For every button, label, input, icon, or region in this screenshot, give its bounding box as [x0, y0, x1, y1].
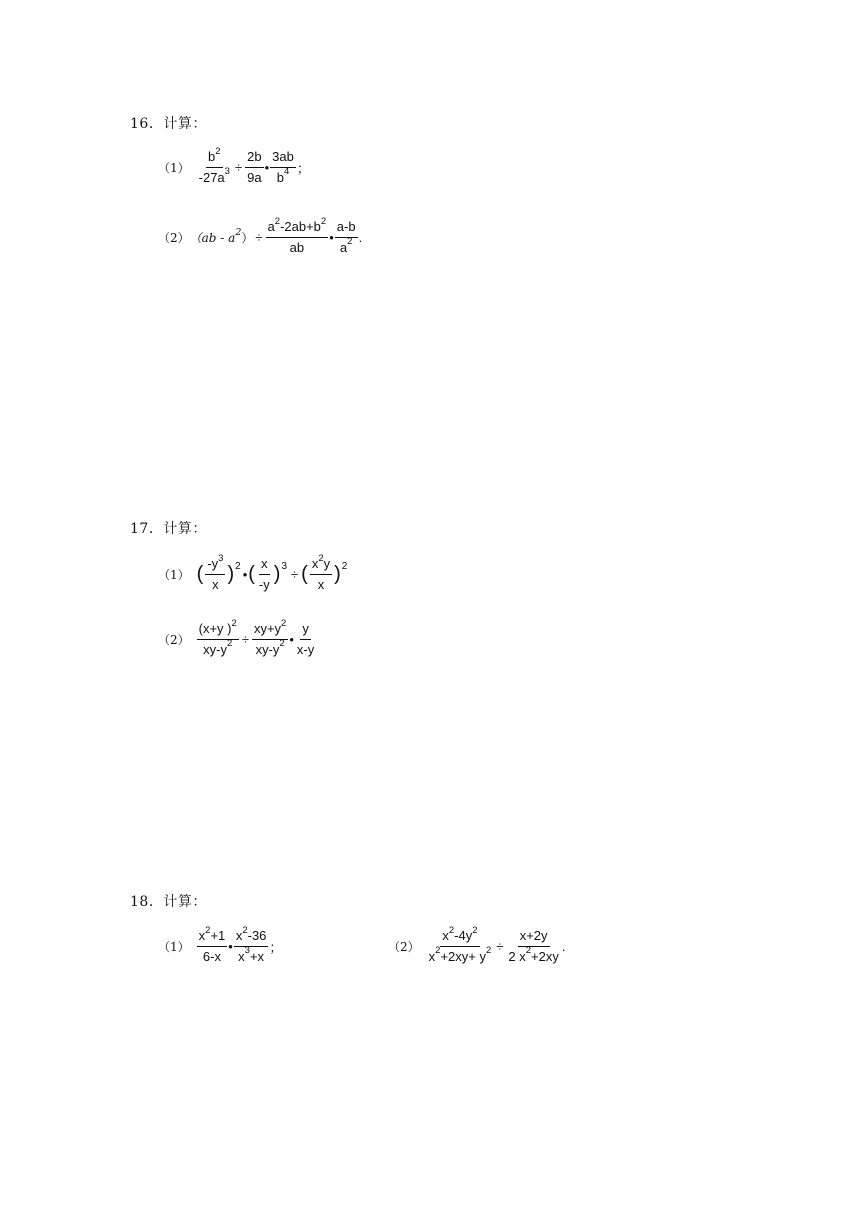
- fraction-2: $\frac{x+2y}{2 x^2+2xy}$: [508, 928, 559, 964]
- fraction-1: $\frac{x^2+1}{6-x}$: [198, 924, 226, 964]
- fraction-2: [245, 148, 263, 186]
- paren-expression: $(ab - a^2)$: [189, 226, 254, 245]
- part-label: （2）: [158, 632, 190, 647]
- q17-part1: （1） ( $\frac{-y^3}{x}$ ) 2 • ( $\frac{x}{-y}$ ) 3 ÷ ( $\frac{x^2y}{x}$ ) 2: [158, 552, 348, 592]
- q16-part1: [158, 145, 310, 186]
- denominator: b: [276, 169, 284, 185]
- numerator: 3ab: [270, 148, 296, 168]
- divide-operator: ÷: [255, 229, 263, 245]
- multiply-dot: •: [289, 631, 294, 647]
- fraction-1: $\frac{a^2-2ab+b^2}{ab}$: [267, 215, 327, 255]
- fraction-3: $\frac{y}{x-y}$: [296, 621, 315, 657]
- divide-operator: ÷: [234, 159, 243, 175]
- part-label: （1）: [158, 939, 190, 954]
- exponent: 3: [224, 166, 230, 178]
- part-label: （2）: [158, 230, 190, 245]
- end-punctuation: .: [561, 938, 566, 954]
- fraction-1: $\frac{x^2-4y^2}{x^2+2xy+ y^2}$: [428, 924, 492, 964]
- end-punctuation: .: [358, 229, 363, 245]
- part-label: （1）: [158, 160, 190, 175]
- fraction-1: $\frac{(x+y )^2}{xy-y^2}$: [198, 617, 237, 657]
- end-punctuation: ；: [269, 939, 283, 955]
- fraction-2: $\frac{a-b}{a^2}$: [336, 219, 356, 255]
- exponent: 4: [283, 166, 290, 178]
- question-18-title: 18．计算：: [130, 894, 207, 910]
- fraction-1: [197, 145, 232, 186]
- end-punctuation: ；: [296, 160, 310, 176]
- q17-part2: [158, 617, 317, 658]
- fraction-1: $\frac{-y^3}{x}$: [207, 552, 224, 592]
- multiply-dot: •: [242, 566, 248, 582]
- fraction-2: $\frac{x}{-y}$: [258, 556, 270, 592]
- multiply-dot: •: [264, 159, 270, 175]
- q18-part1: [158, 924, 283, 965]
- denominator: -27a: [198, 169, 225, 185]
- part-label: （1）: [158, 567, 190, 582]
- numerator: b: [208, 149, 216, 164]
- fraction-3: $\frac{x^2y}{x}$: [311, 552, 331, 592]
- multiply-dot: •: [228, 938, 233, 954]
- part-label: （2）: [388, 939, 420, 954]
- denominator: 9a: [247, 169, 262, 185]
- denominator: ab: [289, 239, 305, 255]
- question-17-title: 17．计算：: [130, 521, 207, 537]
- question-16-title: 16．计算：: [130, 116, 207, 132]
- multiply-dot: •: [329, 229, 334, 245]
- fraction-3: [270, 148, 296, 186]
- divide-operator: ÷: [291, 566, 299, 582]
- divide-operator: ÷: [496, 938, 504, 954]
- divide-operator: ÷: [241, 631, 249, 647]
- q16-part2: [158, 215, 363, 256]
- q18-part2: [388, 924, 566, 965]
- exponent: 2: [215, 145, 221, 157]
- fraction-2: $\frac{x^2-36}{x^3+x}$: [235, 924, 267, 964]
- numerator: 2b: [245, 148, 263, 168]
- numerator: a-b: [335, 218, 358, 238]
- fraction-2: $\frac{xy+y^2}{xy-y^2}$: [253, 617, 287, 657]
